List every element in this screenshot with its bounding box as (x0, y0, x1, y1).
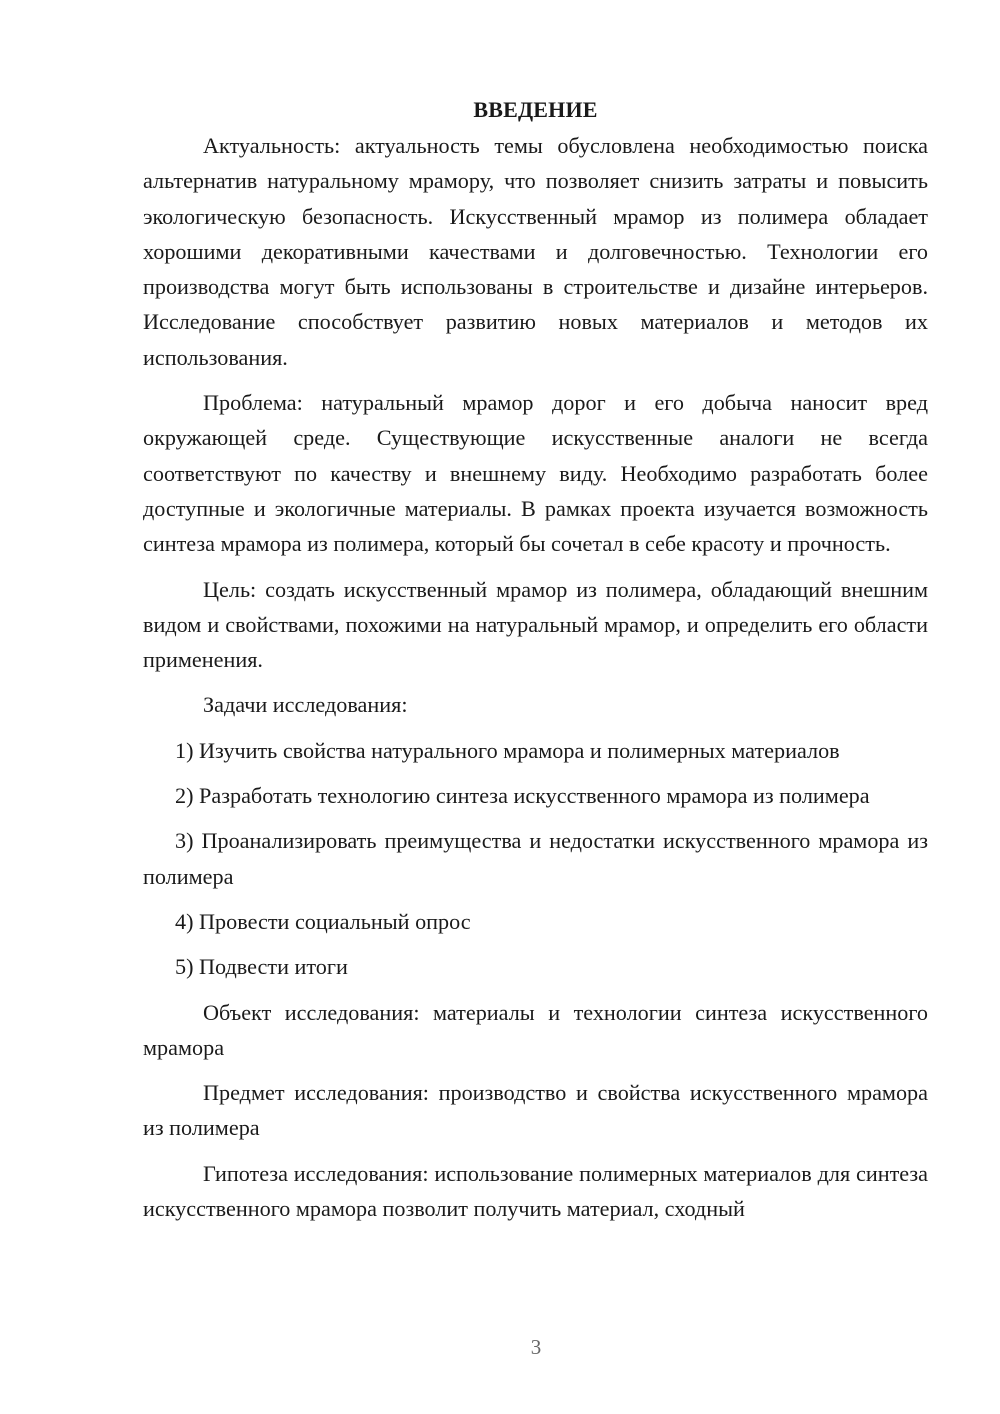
hypothesis-paragraph: Гипотеза исследования: использование полимерных материалов для синтеза искусственного мрамора позволит получить материал, сходный (143, 1160, 928, 1222)
section-heading: ВВЕДЕНИЕ (473, 97, 598, 122)
task-item-2: 2) Разработать технологию синтеза искусственного мрамора из полимера (175, 783, 870, 809)
relevance-paragraph: Актуальность: актуальность темы обусловлена необходимостью поиска альтернатив натуральному мрамору, что позволяет снизить затраты и повысить экологическую безопасность. Искусственный мрамор из полимера обладает хорошими декоративными качествами и долговечностью. Технологии его производства могут быть использованы в строительстве и дизайне интерьеров. Исследование способствует развитию новых материалов и методов их использования. (143, 133, 928, 370)
page-content (143, 94, 928, 1226)
task-item-3: 3) Проанализировать преимущества и недостатки искусственного мрамора из полимера (143, 828, 928, 889)
subject-paragraph: Предмет исследования: производство и свойства искусственного мрамора из полимера (143, 1080, 928, 1141)
task-item-1: 1) Изучить свойства натурального мрамора и полимерных материалов (175, 737, 840, 763)
task-item-4: 4) Провести социальный опрос (175, 908, 471, 934)
page-number: 3 (530, 1335, 542, 1359)
object-paragraph: Объект исследования: материалы и технологии синтеза искусственного мрамора (143, 999, 928, 1060)
goal-paragraph: Цель: создать искусственный мрамор из полимера, обладающий внешним видом и свойствами, похожими на натуральный мрамор, и определить его области применения. (143, 576, 928, 673)
problem-paragraph: Проблема: натуральный мрамор дорог и его добыча наносит вред окружающей среде. Существующие искусственные аналоги не всегда соответствуют по качеству и внешнему виду. Необходимо разработать более доступные и экологичные материалы. В рамках проекта изучается возможность синтеза мрамора из полимера, который бы сочетал в себе красоту и прочность. (143, 390, 928, 557)
task-item-5: 5) Подвести итоги (175, 954, 348, 980)
tasks-title: Задачи исследования: (203, 692, 408, 718)
